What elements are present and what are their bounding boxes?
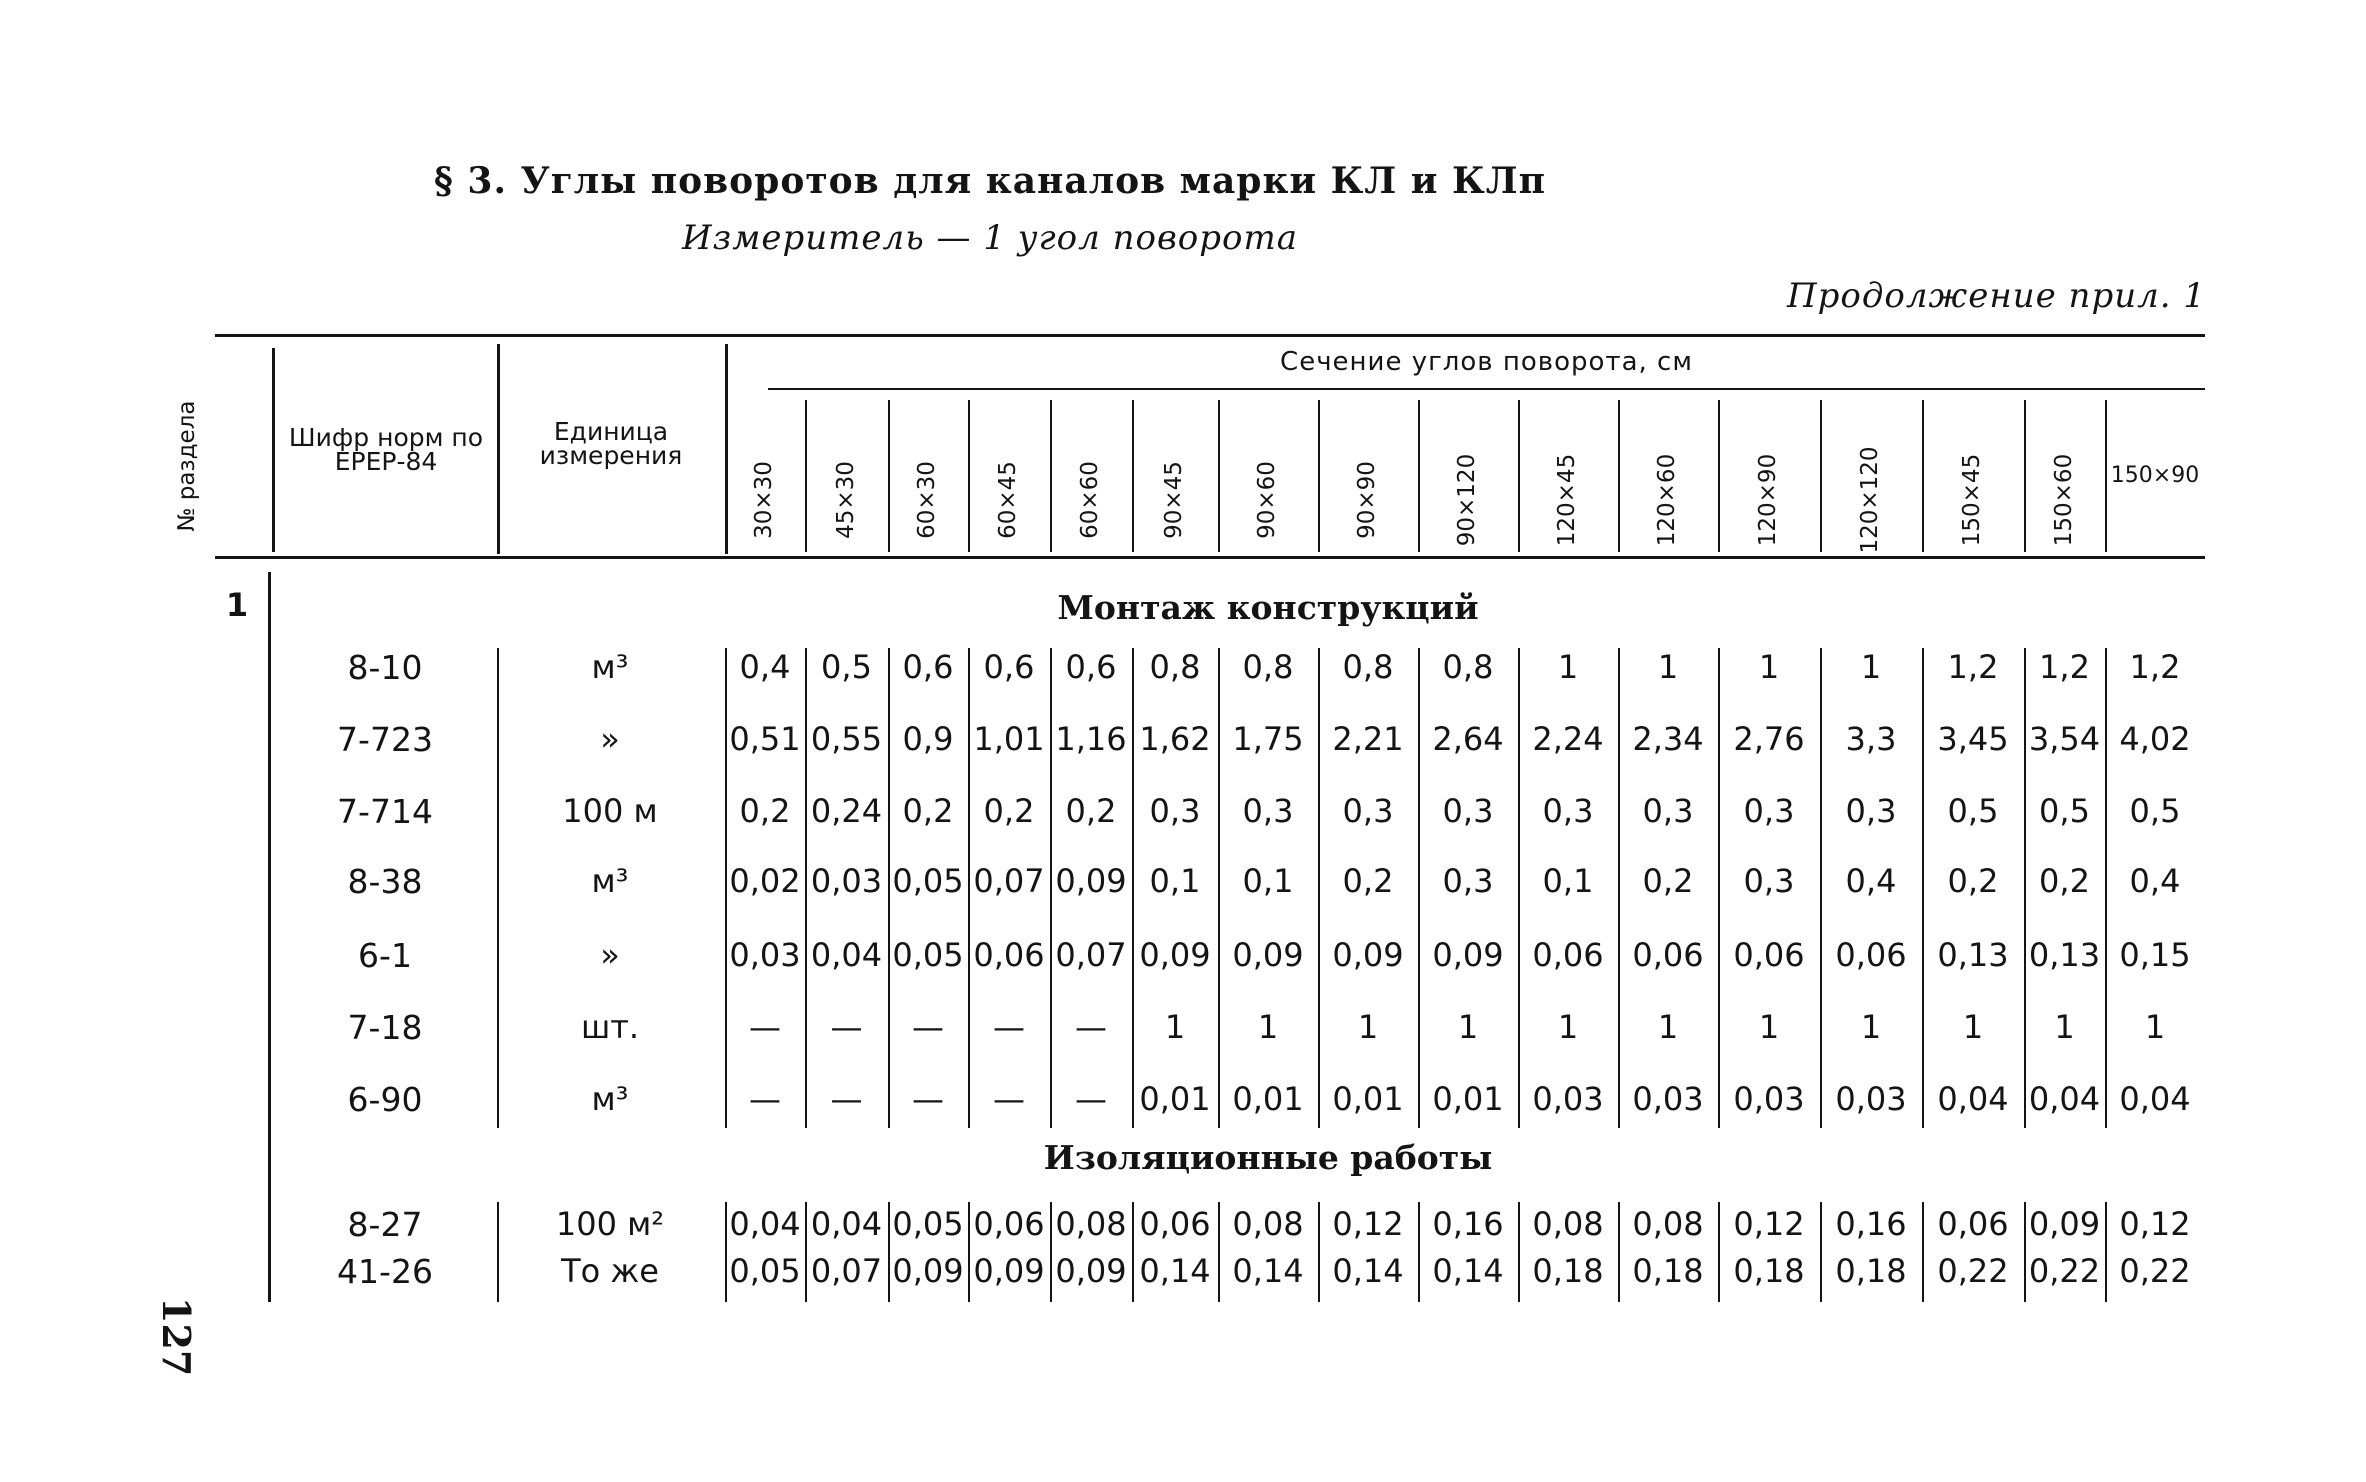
row-value: 0,8 <box>1342 648 1394 686</box>
row-value: 0,12 <box>2119 1205 2191 1243</box>
row-unit: м³ <box>591 648 629 686</box>
row-code: 8-10 <box>347 648 423 687</box>
body-divider <box>1418 1202 1420 1302</box>
continuation-note: Продолжение прил. 1 <box>1787 276 2206 316</box>
row-value: 0,06 <box>1632 936 1704 974</box>
row-code: 7-714 <box>337 792 433 831</box>
body-divider <box>1132 1202 1134 1302</box>
header-group: Сечение углов поворота, см <box>1280 347 1693 377</box>
body-divider <box>1618 1202 1620 1302</box>
header-size: 120×60 <box>1654 453 1680 547</box>
body-divider <box>888 1202 890 1302</box>
row-value: 0,22 <box>2119 1252 2191 1290</box>
row-value: 0,03 <box>1733 1080 1805 1118</box>
row-code: 7-723 <box>337 720 433 759</box>
row-value: 0,06 <box>1733 936 1805 974</box>
row-value: 0,6 <box>1065 648 1117 686</box>
row-value: 0,06 <box>973 936 1045 974</box>
row-value: 1,16 <box>1055 720 1127 758</box>
row-value: 0,05 <box>729 1252 801 1290</box>
header-divider <box>805 400 807 552</box>
row-value: 0,03 <box>1632 1080 1704 1118</box>
row-value: 0,09 <box>1055 862 1127 900</box>
row-value: 0,5 <box>2129 792 2181 830</box>
header-size: 150×60 <box>2050 453 2077 547</box>
row-value: 0,16 <box>1835 1205 1907 1243</box>
header-divider <box>968 400 970 552</box>
header-size: 30×30 <box>751 461 777 539</box>
header-size: 150×45 <box>1959 453 1985 547</box>
row-value: 0,1 <box>1149 862 1201 900</box>
row-value: 0,1 <box>1542 862 1594 900</box>
row-value: 0,2 <box>1342 862 1394 900</box>
row-value: 0,5 <box>1947 792 1999 830</box>
body-divider <box>2024 1202 2026 1302</box>
row-value: 1 <box>1962 1008 1984 1046</box>
body-divider <box>1050 648 1052 1128</box>
row-value: 0,3 <box>1342 792 1394 830</box>
header-bottom-rule <box>215 556 2205 559</box>
body-divider <box>1618 648 1620 1128</box>
page-number: 127 <box>154 1297 199 1377</box>
header-divider <box>497 344 500 554</box>
body-divider <box>1418 648 1420 1128</box>
row-value: 0,06 <box>1139 1205 1211 1243</box>
row-unit: 100 м <box>562 792 658 830</box>
row-value: 0,2 <box>1065 792 1117 830</box>
row-code: 41-26 <box>337 1252 433 1291</box>
row-value: 0,2 <box>902 792 954 830</box>
header-size: 90×120 <box>1454 453 1480 547</box>
row-value: 0,9 <box>902 720 954 758</box>
row-value: 0,01 <box>1332 1080 1404 1118</box>
row-value: 0,18 <box>1835 1252 1907 1290</box>
row-unit: м³ <box>591 1080 629 1118</box>
row-value: — <box>912 1080 944 1118</box>
row-value: 0,2 <box>1947 862 1999 900</box>
body-divider <box>1718 648 1720 1128</box>
row-value: 1,2 <box>2129 648 2181 686</box>
header-section-no: № раздела <box>174 400 200 532</box>
body-divider <box>725 1202 727 1302</box>
row-value: 0,06 <box>973 1205 1045 1243</box>
row-value: 2,21 <box>1332 720 1404 758</box>
header-divider <box>725 344 728 554</box>
header-size: 90×90 <box>1354 461 1380 539</box>
body-divider <box>888 648 890 1128</box>
row-value: 0,6 <box>983 648 1035 686</box>
header-size: 60×60 <box>1077 461 1103 539</box>
row-value: 0,51 <box>729 720 801 758</box>
header-size: 90×60 <box>1254 461 1280 539</box>
row-value: 0,01 <box>1232 1080 1304 1118</box>
row-value: 1 <box>1457 1008 1479 1046</box>
group-heading: Изоляционные работы <box>1043 1138 1493 1177</box>
row-value: 0,08 <box>1632 1205 1704 1243</box>
row-value: 0,3 <box>1743 862 1795 900</box>
row-value: 1 <box>1860 1008 1882 1046</box>
row-value: 0,8 <box>1442 648 1494 686</box>
row-value: 0,6 <box>902 648 954 686</box>
header-size: 120×120 <box>1857 446 1883 554</box>
header-divider <box>1050 400 1052 552</box>
row-value: 2,24 <box>1532 720 1604 758</box>
row-unit: » <box>600 720 620 758</box>
row-value: 1 <box>1257 1008 1279 1046</box>
body-divider <box>1820 1202 1822 1302</box>
row-value: 0,22 <box>2028 1252 2101 1290</box>
row-value: 0,04 <box>2119 1080 2191 1118</box>
row-value: 1,62 <box>1139 720 1211 758</box>
row-value: 0,8 <box>1149 648 1201 686</box>
row-value: 0,09 <box>892 1252 964 1290</box>
row-unit: м³ <box>591 862 629 900</box>
body-divider <box>1050 1202 1052 1302</box>
header-unit: Единица измерения <box>539 417 683 470</box>
row-value: 0,24 <box>810 792 883 830</box>
header-divider <box>1318 400 1320 552</box>
page-subtitle: Измеритель — 1 угол поворота <box>682 218 1298 258</box>
row-value: — <box>830 1080 863 1118</box>
row-value: 0,07 <box>810 1252 883 1290</box>
header-divider <box>888 400 890 552</box>
row-value: 0,04 <box>810 1205 883 1243</box>
header-divider <box>272 348 275 552</box>
row-value: 0,22 <box>1937 1252 2009 1290</box>
table-top-rule <box>215 334 2205 337</box>
row-value: 0,3 <box>1542 792 1594 830</box>
header-divider <box>2024 400 2026 552</box>
body-divider <box>2105 648 2107 1128</box>
row-value: 0,3 <box>1845 792 1897 830</box>
row-value: 0,05 <box>892 1205 964 1243</box>
row-value: 0,13 <box>1937 936 2009 974</box>
header-code: Шифр норм по ЕРЕР-84 <box>288 423 484 476</box>
body-divider <box>1718 1202 1720 1302</box>
row-value: 0,08 <box>1532 1205 1604 1243</box>
row-value: 1,2 <box>1947 648 1999 686</box>
body-divider <box>1922 1202 1924 1302</box>
row-code: 6-1 <box>358 936 412 975</box>
row-value: 2,76 <box>1733 720 1805 758</box>
header-divider <box>1218 400 1220 552</box>
body-divider <box>1218 648 1220 1128</box>
row-value: 0,04 <box>2028 1080 2101 1118</box>
header-divider <box>1718 400 1720 552</box>
row-value: 0,2 <box>983 792 1035 830</box>
row-value: 0,3 <box>1642 792 1694 830</box>
row-value: 0,12 <box>1332 1205 1404 1243</box>
row-value: 0,03 <box>1835 1080 1907 1118</box>
row-value: 1,75 <box>1232 720 1304 758</box>
row-unit: » <box>600 936 620 974</box>
body-divider <box>497 1202 499 1302</box>
row-value: 0,08 <box>1232 1205 1304 1243</box>
row-value: — <box>993 1008 1025 1046</box>
header-divider <box>1820 400 1822 552</box>
section-number: 1 <box>225 586 249 624</box>
body-divider <box>1132 648 1134 1128</box>
header-size: 60×45 <box>995 461 1021 539</box>
group-heading: Монтаж конструкций <box>1057 588 1479 627</box>
row-value: 0,03 <box>1532 1080 1604 1118</box>
row-value: 0,18 <box>1733 1252 1805 1290</box>
row-value: — <box>1075 1008 1107 1046</box>
row-value: — <box>749 1008 781 1046</box>
row-value: 0,18 <box>1532 1252 1604 1290</box>
row-value: 0,14 <box>1432 1252 1504 1290</box>
row-value: 0,09 <box>1432 936 1504 974</box>
row-value: 0,4 <box>739 648 791 686</box>
row-value: 1 <box>1860 648 1882 686</box>
row-value: 0,03 <box>729 936 801 974</box>
body-divider <box>1820 648 1822 1128</box>
row-value: 0,06 <box>1532 936 1604 974</box>
header-size: 120×90 <box>1755 453 1781 547</box>
row-code: 7-18 <box>347 1008 423 1047</box>
row-unit: шт. <box>580 1008 640 1046</box>
row-value: 0,04 <box>810 936 883 974</box>
row-value: 1 <box>1164 1008 1186 1046</box>
row-value: 0,09 <box>2028 1205 2101 1243</box>
row-value: — <box>993 1080 1025 1118</box>
row-value: 0,18 <box>1632 1252 1704 1290</box>
row-value: 0,14 <box>1232 1252 1304 1290</box>
body-divider <box>2024 648 2026 1128</box>
row-value: 0,04 <box>729 1205 801 1243</box>
row-value: 0,3 <box>1442 792 1494 830</box>
row-value: — <box>912 1008 944 1046</box>
row-value: 0,3 <box>1743 792 1795 830</box>
row-code: 6-90 <box>347 1080 423 1119</box>
row-value: 2,34 <box>1632 720 1704 758</box>
body-divider <box>805 1202 807 1302</box>
row-value: 0,2 <box>2039 862 2090 900</box>
row-value: 0,4 <box>2129 862 2181 900</box>
body-divider <box>725 648 727 1128</box>
header-divider <box>1132 400 1134 552</box>
row-value: 0,14 <box>1139 1252 1211 1290</box>
row-value: 0,06 <box>1937 1205 2009 1243</box>
row-value: 0,3 <box>1442 862 1494 900</box>
row-value: 0,4 <box>1845 862 1897 900</box>
row-value: 0,55 <box>810 720 883 758</box>
row-value: 0,5 <box>2039 792 2090 830</box>
row-value: 1 <box>2144 1008 2166 1046</box>
row-value: 1 <box>1657 1008 1679 1046</box>
group-header-rule <box>768 388 2205 390</box>
header-divider <box>1618 400 1620 552</box>
row-value: — <box>1075 1080 1107 1118</box>
page-title: § 3. Углы поворотов для каналов марки КЛ и КЛп <box>434 160 1546 202</box>
body-divider <box>968 648 970 1128</box>
row-value: 0,03 <box>810 862 883 900</box>
row-value: 3,45 <box>1937 720 2009 758</box>
header-size: 120×45 <box>1554 453 1580 547</box>
row-value: 1 <box>1657 648 1679 686</box>
row-code: 8-38 <box>347 862 423 901</box>
row-value: 0,8 <box>1242 648 1294 686</box>
row-value: 0,16 <box>1432 1205 1504 1243</box>
body-divider <box>1922 648 1924 1128</box>
header-size: 60×30 <box>914 461 940 539</box>
row-value: 2,64 <box>1432 720 1504 758</box>
body-divider <box>1318 648 1320 1128</box>
body-left-border <box>268 572 271 1302</box>
body-divider <box>805 648 807 1128</box>
row-value: 0,07 <box>1055 936 1127 974</box>
body-divider <box>2105 1202 2107 1302</box>
body-divider <box>1518 648 1520 1128</box>
row-value: 4,02 <box>2119 720 2191 758</box>
row-value: 0,3 <box>1149 792 1201 830</box>
row-value: 1,2 <box>2039 648 2090 686</box>
row-value: 0,07 <box>973 862 1045 900</box>
row-value: 0,5 <box>821 648 872 686</box>
row-value: 0,2 <box>739 792 791 830</box>
row-value: 1 <box>2054 1008 2075 1046</box>
row-value: 1 <box>1357 1008 1379 1046</box>
header-divider <box>1922 400 1924 552</box>
row-value: 0,2 <box>1642 862 1694 900</box>
header-size: 45×30 <box>832 461 859 539</box>
row-value: 0,13 <box>2028 936 2101 974</box>
row-value: 0,15 <box>2119 936 2191 974</box>
row-value: 0,08 <box>1055 1205 1127 1243</box>
row-value: 0,09 <box>1332 936 1404 974</box>
body-divider <box>1318 1202 1320 1302</box>
row-value: 0,1 <box>1242 862 1294 900</box>
row-value: 0,12 <box>1733 1205 1805 1243</box>
row-value: 0,09 <box>1139 936 1211 974</box>
row-value: 0,3 <box>1242 792 1294 830</box>
row-value: 1 <box>1557 648 1579 686</box>
row-value: 0,05 <box>892 862 964 900</box>
row-value: 0,05 <box>892 936 964 974</box>
header-divider <box>1418 400 1420 552</box>
row-value: 0,01 <box>1139 1080 1211 1118</box>
body-divider <box>968 1202 970 1302</box>
row-value: 1,01 <box>973 720 1045 758</box>
body-divider <box>497 648 499 1128</box>
row-value: 3,54 <box>2028 720 2101 758</box>
row-value: — <box>749 1080 781 1118</box>
row-value: 0,04 <box>1937 1080 2009 1118</box>
row-value: 0,02 <box>729 862 801 900</box>
row-value: — <box>830 1008 863 1046</box>
body-divider <box>1518 1202 1520 1302</box>
header-divider <box>1518 400 1520 552</box>
row-unit: 100 м² <box>555 1205 665 1243</box>
row-value: 0,09 <box>1055 1252 1127 1290</box>
body-divider <box>1218 1202 1220 1302</box>
row-value: 0,14 <box>1332 1252 1404 1290</box>
row-value: 0,09 <box>1232 936 1304 974</box>
row-value: 1 <box>1758 648 1780 686</box>
row-value: 1 <box>1557 1008 1579 1046</box>
row-value: 0,09 <box>973 1252 1045 1290</box>
row-unit: То же <box>561 1252 659 1290</box>
row-value: 0,01 <box>1432 1080 1504 1118</box>
row-value: 3,3 <box>1845 720 1897 758</box>
header-size: 150×90 <box>2110 463 2200 488</box>
row-value: 0,06 <box>1835 936 1907 974</box>
row-code: 8-27 <box>347 1205 423 1244</box>
row-value: 1 <box>1758 1008 1780 1046</box>
header-size: 90×45 <box>1161 461 1187 539</box>
